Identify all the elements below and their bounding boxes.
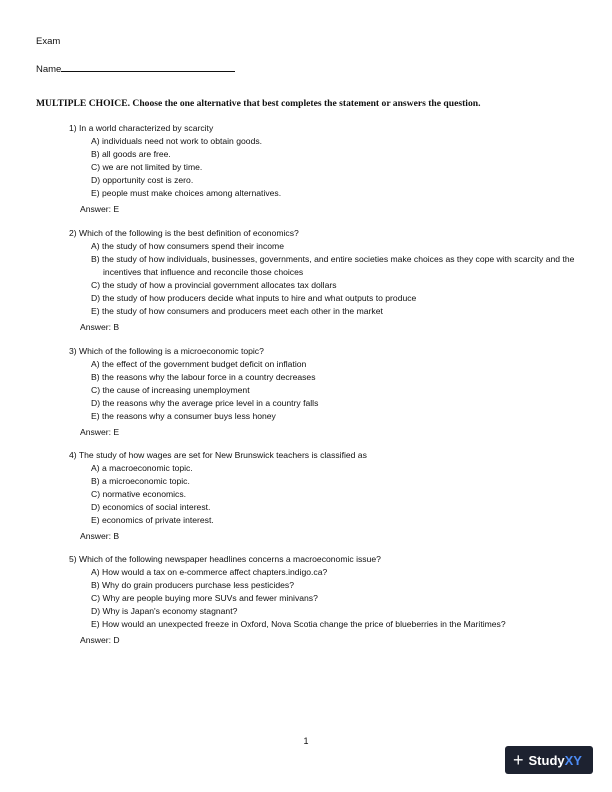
exam-label: Exam <box>36 36 61 47</box>
option: E) people must make choices among alternatives. <box>91 188 282 198</box>
option: B) a microeconomic topic. <box>91 476 190 486</box>
option: C) we are not limited by time. <box>91 162 203 172</box>
question-stem: 1) In a world characterized by scarcity <box>69 123 214 133</box>
option: B) the reasons why the labour force in a country decreases <box>91 372 316 382</box>
answer: Answer: B <box>80 531 120 541</box>
brand-name: Study <box>528 752 565 768</box>
question-stem: 2) Which of the following is the best definition of economics? <box>69 228 299 238</box>
option: A) individuals need not work to obtain goods. <box>91 136 263 146</box>
option: A) the study of how consumers spend their income <box>91 241 284 251</box>
option: D) opportunity cost is zero. <box>91 175 194 185</box>
answer: Answer: E <box>80 204 120 214</box>
option: D) Why is Japan's economy stagnant? <box>91 606 238 616</box>
option: D) economics of social interest. <box>91 502 211 512</box>
question-5 <box>69 553 579 647</box>
name-line <box>36 62 235 75</box>
question-stem: 3) Which of the following is a microeconomic topic? <box>69 346 264 356</box>
question-3 <box>69 345 579 439</box>
option: B) Why do grain producers purchase less pesticides? <box>91 580 295 590</box>
question-1 <box>69 122 579 216</box>
option: A) How would a tax on e-commerce affect chapters.indigo.ca? <box>91 567 328 577</box>
option: E) the study of how consumers and producers meet each other in the market <box>91 306 383 316</box>
option: E) the reasons why a consumer buys less honey <box>91 411 276 421</box>
option: E) How would an unexpected freeze in Oxford, Nova Scotia change the price of blueberries in the Maritimes? <box>91 619 506 629</box>
option: D) the reasons why the average price level in a country falls <box>91 398 319 408</box>
option: E) economics of private interest. <box>91 515 214 525</box>
option: C) the study of how a provincial government allocates tax dollars <box>91 280 337 290</box>
question-2 <box>69 227 579 334</box>
brand-badge[interactable] <box>505 746 593 774</box>
question-stem: 4) The study of how wages are set for New Brunswick teachers is classified as <box>69 450 367 460</box>
option: B) the study of how individuals, businesses, governments, and entire societies make choices as they cope with scarcity and the incentives that influence and reconcile those choices <box>91 254 575 277</box>
brand-suffix: XY <box>564 752 582 768</box>
answer: Answer: B <box>80 322 120 332</box>
name-label: Name <box>36 64 62 75</box>
option: D) the study of how producers decide what inputs to hire and what outputs to produce <box>91 293 417 303</box>
option: C) normative economics. <box>91 489 187 499</box>
option: B) all goods are free. <box>91 149 171 159</box>
option: A) the effect of the government budget deficit on inflation <box>91 359 307 369</box>
option: C) the cause of increasing unemployment <box>91 385 250 395</box>
answer: Answer: E <box>80 427 120 437</box>
option: A) a macroeconomic topic. <box>91 463 193 473</box>
question-stem: 5) Which of the following newspaper headlines concerns a macroeconomic issue? <box>69 554 381 564</box>
instructions: MULTIPLE CHOICE. Choose the one alternative that best completes the statement or answers the question. <box>36 98 481 109</box>
option: C) Why are people buying more SUVs and fewer minivans? <box>91 593 318 603</box>
plus-icon: + <box>513 750 524 770</box>
name-blank <box>61 62 235 72</box>
answer: Answer: D <box>80 635 120 645</box>
question-4 <box>69 449 579 543</box>
page-number: 1 <box>303 736 309 746</box>
